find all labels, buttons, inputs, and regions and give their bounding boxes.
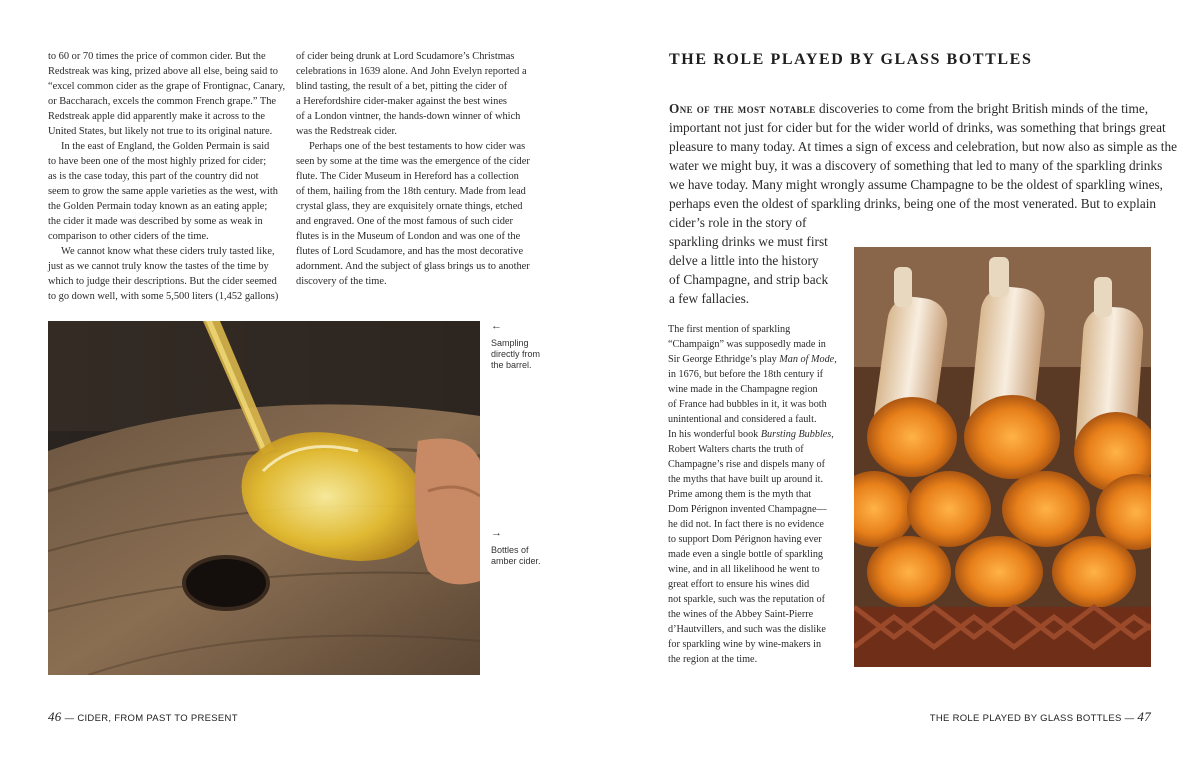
body-line: in 1676, but before the 18th century if (668, 369, 824, 380)
lead-line: we have today. Many might wrongly assume Champagne to be the oldest of sparkling wines, (669, 177, 1163, 192)
lead-line: of Champagne, and strip back (669, 272, 829, 287)
lead-line: delve a little into the history (669, 253, 819, 268)
body-line: Champagne’s rise and dispels many of (668, 459, 826, 470)
left-footer (48, 709, 238, 725)
body-line: the myths that have built up around it. (668, 474, 824, 485)
text-line: United States, but likely not true to its original nature. (48, 126, 273, 137)
paragraph (48, 139, 288, 244)
caption-line: the barrel. (491, 360, 532, 370)
text-line: of a London vintner, the hands-down winner of which (296, 111, 521, 122)
text-line: flute. The Cider Museum in Hereford has a collection (296, 171, 519, 182)
italic-title: Bursting Bubbles (760, 429, 832, 440)
italic-title: Man of Mode (779, 354, 835, 365)
arrow-icon: ← (491, 320, 502, 332)
text-line: comparison to other ciders of the time. (48, 231, 209, 242)
body-line: wine, and in all likelihood he went to (668, 564, 820, 575)
text-line: the Golden Permain today known as an eating apple; (48, 201, 268, 212)
barrel-sampling-photo (48, 321, 480, 675)
body-line: he did not. In fact there is no evidence (668, 519, 824, 530)
text-line: Perhaps one of the best testaments to how cider was (309, 141, 526, 152)
paragraph (296, 49, 536, 139)
text-line: “excel common cider as the grape of Frontignac, Canary, (48, 81, 286, 92)
body-line: the region at the time. (668, 654, 758, 665)
text-line: to go down well, with some 5,500 liters (1,452 gallons) (48, 291, 279, 302)
body-line: unintentional and considered a fault. (668, 414, 817, 425)
left-column-2 (296, 49, 536, 289)
right-body-column (668, 322, 848, 667)
text-line: seen by some at the time was the emergence of the cider (296, 156, 530, 167)
section-heading: THE ROLE PLAYED BY GLASS BOTTLES (669, 51, 1033, 68)
text-line: blind tasting, the result of a bet, pitting the cider of (296, 81, 508, 92)
body-line: Sir George Ethridge’s play Man of Mode, (668, 354, 837, 365)
left-footer-section: CIDER, FROM PAST TO PRESENT (77, 713, 238, 724)
text-line: of cider being drunk at Lord Scudamore’s Christmas (296, 51, 515, 62)
lead-line: pleasure to many today. At times a sign of excess and celebration, but now also as simple as the (669, 139, 1177, 154)
body-line: Dom Pérignon invented Champagne— (668, 504, 827, 515)
text-line: the cider it made was described by some as weak in (48, 216, 263, 227)
body-line: to support Dom Pérignon having ever (668, 534, 822, 545)
text-line: flutes of Lord Scudamore, and has the most decorative (296, 246, 524, 257)
lead-line: water we might buy, it was a discovery of something that led to many of the sparkling drinks (669, 158, 1163, 173)
text-line: just as we cannot truly know the tastes of the time by (48, 261, 269, 272)
text-line: Redstreak apple did apparently make it across to the (48, 111, 265, 122)
text-line: Redstreak was king, prized above all else, being said to (48, 66, 278, 77)
text-line: which to judge their descriptions. But the cider seemed (48, 276, 277, 287)
paragraph (48, 244, 288, 304)
text-line: In the east of England, the Golden Permain is said (61, 141, 270, 152)
right-footer (930, 709, 1151, 725)
body-line: Prime among them is the myth that (668, 489, 812, 500)
lead-line: cider’s role in the story of (669, 215, 807, 230)
text-line: as is the case today, this part of the country did not (48, 171, 259, 182)
text-line: or Baccharach, excels the common French grape.” The (48, 96, 277, 107)
left-page-number: 46 (48, 709, 62, 724)
lead-line: sparkling drinks we must first (669, 234, 828, 249)
text-line: to 60 or 70 times the price of common cider. But the (48, 51, 266, 62)
text-line: and engraved. One of the most famous of such cider (296, 216, 513, 227)
lead-line: important not just for cider but for the wider world of drinks, was something that brings great (669, 120, 1166, 135)
text-line: celebrations in 1639 alone. And John Evelyn reported a (296, 66, 527, 77)
text-line: a Herefordshire cider-maker against the best wines (296, 96, 507, 107)
caption-line: Sampling (491, 338, 529, 348)
paragraph (296, 139, 536, 289)
lead-smallcaps: One of the most notable (669, 101, 816, 116)
text-line: was the Redstreak cider. (296, 126, 397, 137)
amber-bottles-photo (854, 247, 1151, 667)
lead-line: a few fallacies. (669, 291, 750, 306)
text-line: adornment. And the subject of glass brings us to another (296, 261, 530, 272)
body-line: great effort to ensure his wines did (668, 579, 810, 590)
lead-line: perhaps even the oldest of sparkling drinks, being one of the most venerated. But to explain (669, 196, 1157, 211)
caption-line: directly from (491, 349, 541, 359)
body-line: of France had bubbles in it, it was both (668, 399, 827, 410)
text-line: We cannot know what these ciders truly tasted like, (61, 246, 275, 257)
right-page-number: 47 (1137, 709, 1151, 724)
text-line: to have been one of the most highly prized for cider; (48, 156, 267, 167)
body-line: Robert Walters charts the truth of (668, 444, 804, 455)
text-line: crystal glass, they are exquisitely ornate things, etched (296, 201, 523, 212)
text-line: of them, hailing from the 18th century. Made from lead (296, 186, 526, 197)
body-line: for sparkling wine by wine-makers in (668, 639, 822, 650)
right-footer-dash: — (1124, 713, 1135, 724)
text-line: seem to grow the same apple varieties as the west, with (48, 186, 278, 197)
body-line: not sparkle, such was the reputation of (668, 594, 826, 605)
body-line: the wines of the Abbey Saint-Pierre (668, 609, 814, 620)
text-line: flutes is in the Museum of London and was one of the (296, 231, 521, 242)
caption-line: Bottles of (491, 545, 529, 555)
lead-line: One of the most notable discoveries to come from the bright British minds of the time, (669, 101, 1149, 116)
body-line: “Champaign” was supposedly made in (668, 339, 826, 350)
body-line: made even a single bottle of sparkling (668, 549, 824, 560)
body-line: d’Hautvillers, and such was the dislike (668, 624, 826, 635)
caption-bottles (491, 527, 561, 567)
caption-line: amber cider. (491, 556, 541, 566)
body-line: wine made in the Champagne region (668, 384, 818, 395)
caption-sampling (491, 320, 561, 371)
paragraph (48, 49, 288, 139)
right-footer-section: THE ROLE PLAYED BY GLASS BOTTLES (929, 713, 1122, 724)
text-line: discovery of the time. (296, 276, 387, 287)
body-line: The first mention of sparkling (668, 324, 791, 335)
left-column-1 (48, 49, 288, 304)
arrow-icon: → (491, 527, 502, 539)
left-footer-dash: — (64, 713, 75, 724)
body-line: In his wonderful book Bursting Bubbles, (668, 429, 834, 440)
